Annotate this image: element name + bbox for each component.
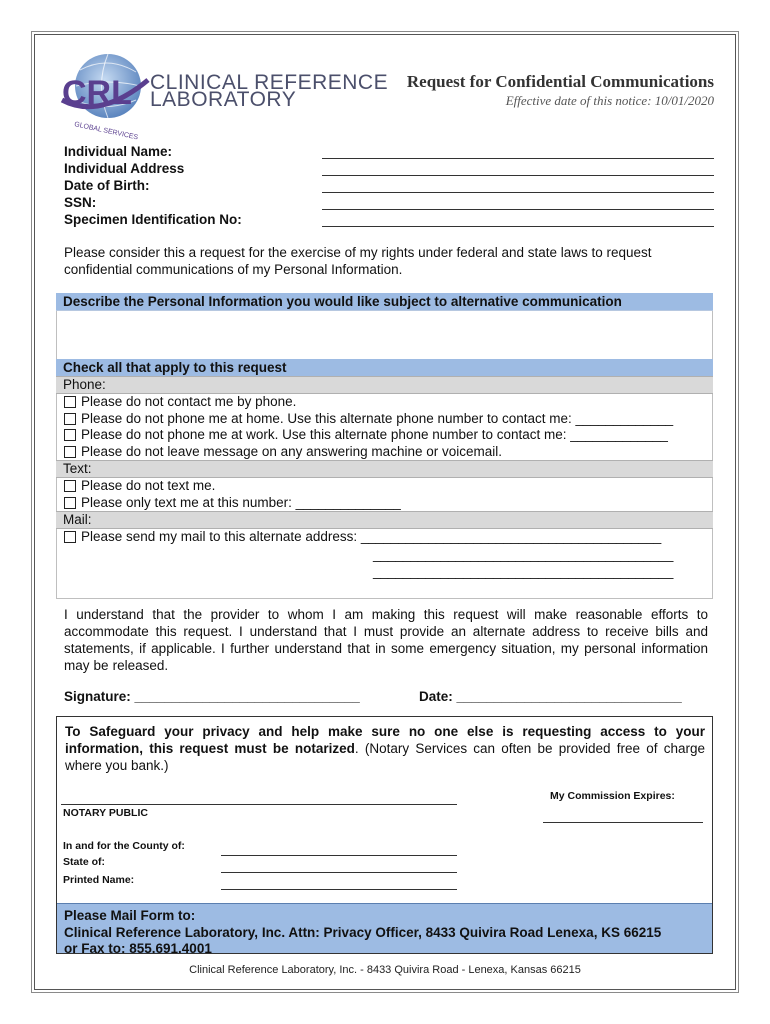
describe-input-area[interactable] (56, 311, 713, 360)
mail-instructions-line3: or Fax to: 855.691.4001 (64, 941, 212, 956)
state-label: State of: (63, 856, 105, 868)
mail-option-1-checkbox[interactable] (64, 531, 76, 543)
effective-date: Effective date of this notice: 10/01/2020 (505, 93, 714, 108)
mail-group-label: Mail: (56, 511, 713, 529)
commission-line[interactable] (543, 822, 703, 823)
state-line[interactable] (221, 872, 457, 873)
understanding-paragraph: I understand that the provider to whom I am making this request will make reasonable efforts to accommodate this request. I understand that I must provide an alternate address to receive bills and statements, if applicable. I further understand that in some emergency situation, my personal information may be released. (64, 607, 708, 673)
dob-input-line[interactable] (322, 176, 714, 193)
printed-name-line[interactable] (221, 889, 457, 890)
notary-instructions: To Safeguard your privacy and help make sure no one else is requesting access to your information, this request must be notarized. (Notary Services can often be provided free of charge where you bank.) (65, 724, 705, 773)
phone-option-1: Please do not contact me by phone. (57, 394, 712, 411)
intro-paragraph: Please consider this a request for the exercise of my rights under federal and state laws to request confidential communications of my Personal Information. (64, 245, 652, 277)
document-title: Request for Confidential Communications (406, 72, 714, 91)
notary-box (56, 716, 713, 954)
phone-option-4-checkbox[interactable] (64, 446, 76, 458)
mail-instructions-line1: Please Mail Form to: (64, 908, 196, 923)
address-input-line[interactable] (322, 159, 714, 176)
logo-mark: CRL (62, 74, 132, 112)
commission-label: My Commission Expires: (550, 790, 675, 802)
mail-instructions (57, 903, 712, 956)
field-label-dob: Date of Birth: (64, 178, 150, 193)
field-label-specimen: Specimen Identification No: (64, 212, 242, 227)
county-line[interactable] (221, 855, 457, 856)
text-group-label: Text: (56, 460, 713, 478)
mail-instructions-line2: Clinical Reference Laboratory, Inc. Attn: Privacy Officer, 8433 Quivira Road Lenexa, KS 66215 (64, 924, 662, 940)
county-label: In and for the County of: (63, 840, 185, 852)
name-input-line[interactable] (322, 142, 714, 159)
logo-text-line1: CLINICAL REFERENCE (150, 71, 389, 94)
notary-public-label: NOTARY PUBLIC (63, 807, 148, 819)
logo-tag: GLOBAL SERVICES (73, 121, 139, 142)
field-label-name: Individual Name: (64, 144, 173, 159)
ssn-input-line[interactable] (322, 193, 714, 210)
page-footer: Clinical Reference Laboratory, Inc. - 8433 Quivira Road - Lenexa, Kansas 66215 (189, 964, 581, 976)
notary-signature-line[interactable] (61, 804, 457, 805)
phone-group-label: Phone: (56, 376, 713, 394)
personal-fields (64, 143, 242, 228)
personal-field-lines (322, 142, 714, 227)
field-label-ssn: SSN: (64, 195, 97, 210)
phone-option-3: Please do not phone me at work. Use this alternate phone number to contact me: _____________ (57, 427, 712, 444)
describe-section (56, 293, 713, 360)
text-option-2-checkbox[interactable] (64, 497, 76, 509)
phone-option-4: Please do not leave message on any answering machine or voicemail. (57, 444, 712, 461)
describe-header: Describe the Personal Information you would like subject to alternative communication (56, 293, 713, 311)
field-label-address: Individual Address (64, 161, 185, 176)
signature-field[interactable]: Signature: ______________________________ (64, 689, 360, 704)
text-option-1: Please do not text me. (57, 478, 712, 495)
specimen-input-line[interactable] (322, 210, 714, 227)
phone-option-1-checkbox[interactable] (64, 396, 76, 408)
text-option-2: Please only text me at this number: ______________ (57, 495, 712, 512)
check-header: Check all that apply to this request (56, 359, 713, 376)
phone-option-2: Please do not phone me at home. Use this alternate phone number to contact me: _____________ (57, 411, 712, 428)
mail-option-1: Please send my mail to this alternate address: ________________________________________ (57, 529, 712, 546)
phone-option-3-checkbox[interactable] (64, 429, 76, 441)
logo-text-line2: LABORATORY (150, 88, 297, 111)
check-section (56, 359, 713, 599)
mail-address-area (56, 546, 713, 599)
text-option-1-checkbox[interactable] (64, 480, 76, 492)
printed-name-label: Printed Name: (63, 874, 135, 886)
phone-option-2-checkbox[interactable] (64, 413, 76, 425)
mail-address-line-2[interactable]: ________________________________________ (373, 546, 674, 562)
date-field[interactable]: Date: ______________________________ (419, 689, 682, 704)
mail-address-line-3[interactable]: ________________________________________ (373, 563, 674, 579)
